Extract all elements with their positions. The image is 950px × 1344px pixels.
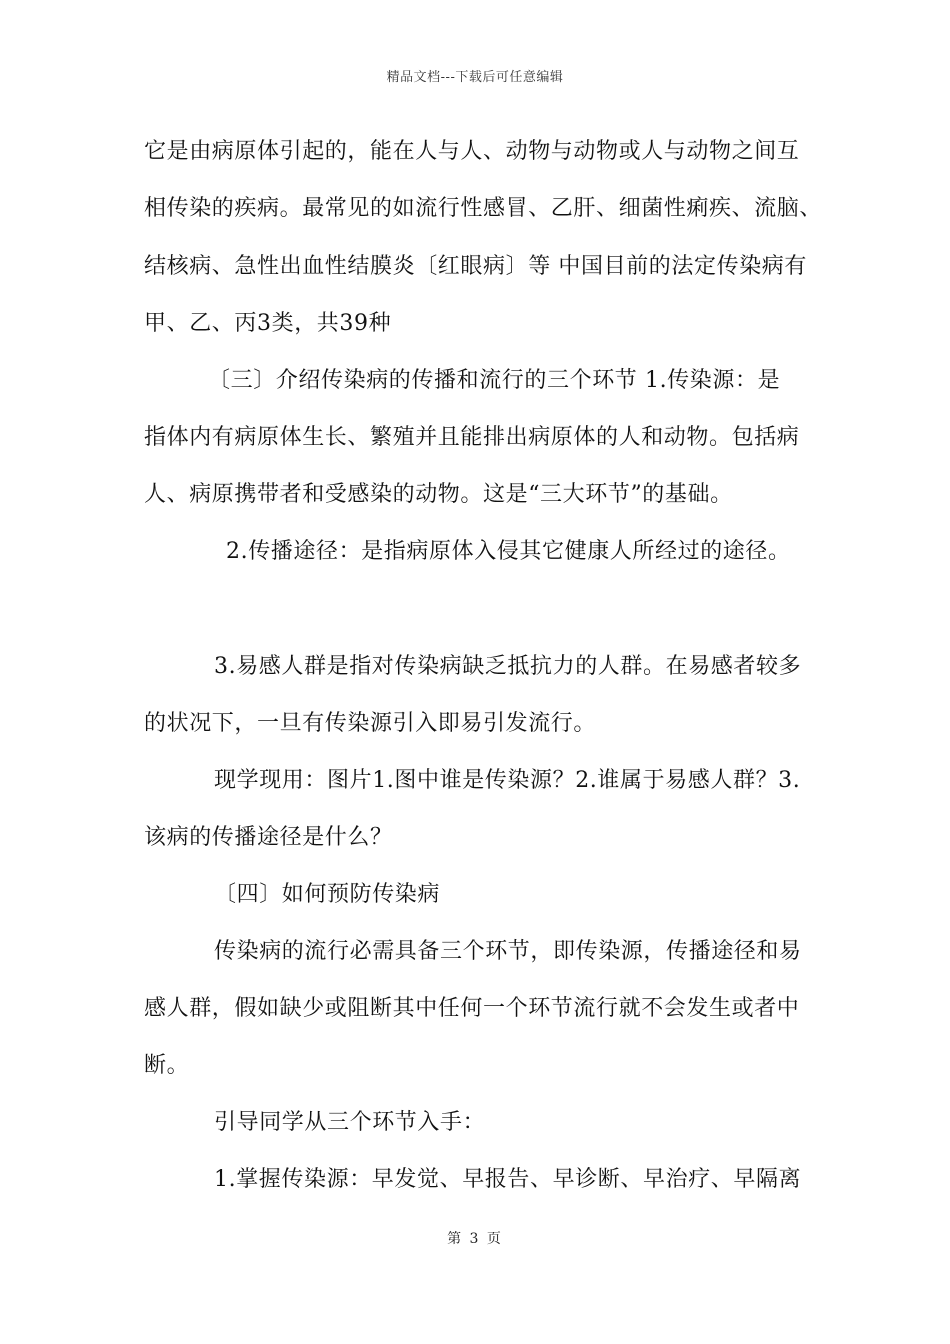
body-line: 2.传播途径：是指病原体入侵其它健康人所经过的途径。: [226, 539, 791, 564]
body-line: 传染病的流行必需具备三个环节，即传染源，传播途径和易: [214, 939, 802, 964]
body-line: 指体内有病原体生长、繁殖并且能排出病原体的人和动物。包括病: [144, 425, 800, 450]
section-heading: 〔四〕如何预防传染病: [214, 882, 441, 907]
body-line: 断。: [144, 1053, 190, 1078]
body-line: 感人群，假如缺少或阻断其中任何一个环节流行就不会发生或者中: [144, 996, 800, 1021]
body-line: 的状况下，一旦有传染源引入即易引发流行。: [144, 711, 597, 736]
body-line: 3.易感人群是指对传染病缺乏抵抗力的人群。在易感者较多: [214, 654, 802, 679]
body-line: 该病的传播途径是什么？: [144, 825, 393, 850]
body-line: 结核病、急性出血性结膜炎〔红眼病〕等 中国目前的法定传染病有: [144, 254, 807, 279]
body-line: 现学现用：图片1.图中谁是传染源？2.谁属于易感人群？3.: [214, 768, 801, 793]
body-line: 1.掌握传染源：早发觉、早报告、早诊断、早治疗、早隔离: [214, 1167, 802, 1192]
body-line: 人、病原携带者和受感染的动物。这是“三大环节”的基础。: [144, 482, 733, 507]
body-line: 引导同学从三个环节入手：: [214, 1110, 486, 1135]
body-line: 它是由病原体引起的，能在人与人、动物与动物或人与动物之间互: [144, 139, 800, 164]
body-line: 相传染的疾病。最常见的如流行性感冒、乙肝、细菌性痢疾、流脑、: [144, 196, 823, 221]
body-line: 〔三〕介绍传染病的传播和流行的三个环节 1.传染源：是: [208, 368, 781, 393]
body-line: 甲、乙、丙3类，共39种: [144, 311, 392, 336]
page-header: 精品文档---下载后可任意编辑: [386, 70, 564, 85]
page-number: 第 3 页: [447, 1231, 503, 1247]
